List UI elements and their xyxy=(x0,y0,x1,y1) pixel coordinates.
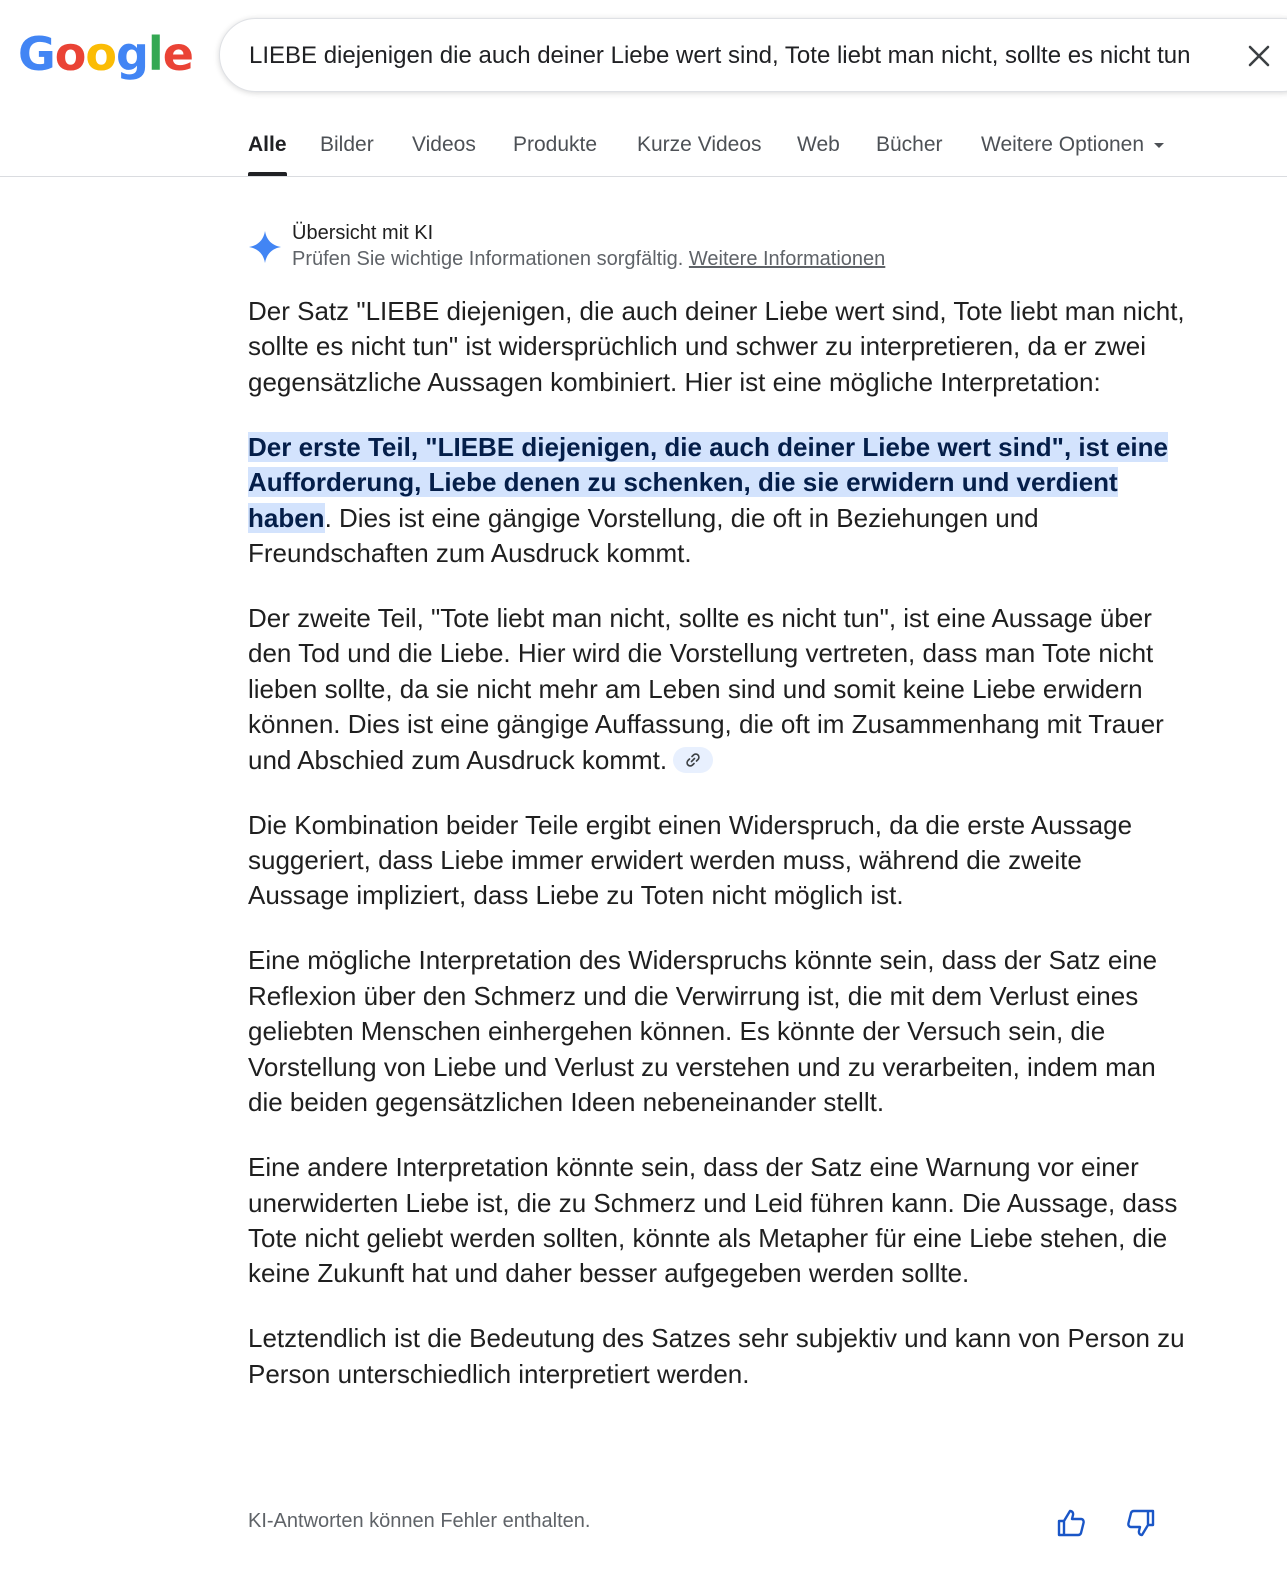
ai-overview-content xyxy=(248,294,1188,1422)
logo-letter: G xyxy=(18,27,55,81)
paragraph-highlighted xyxy=(248,430,1188,572)
paragraph: Eine andere Interpretation könnte sein, dass der Satz eine Warnung vor einer unerwiderten Liebe ist, die zu Schmerz und Leid führen kann. Die Aussage, dass Tote nicht geliebt werden sollten, könnte als Metapher für eine Liebe stehen, die keine Zukunft hat und daher besser aufgegeben werden sollte. xyxy=(248,1152,1178,1289)
ai-overview-title: Übersicht mit KI xyxy=(292,222,434,244)
logo-letter: o xyxy=(54,27,86,81)
logo-letter: o xyxy=(85,27,116,81)
logo-letter: e xyxy=(162,27,193,81)
source-link-chip[interactable] xyxy=(673,747,713,773)
logo-letter: g xyxy=(115,27,148,81)
header-divider xyxy=(0,176,1287,177)
tab-label: Videos xyxy=(412,133,476,156)
paragraph: Eine mögliche Interpretation des Widerspruchs könnte sein, dass der Satz eine Reflexion über den Schmerz und die Verwirrung ist, die mit dem Verlust eines geliebten Menschen einhergehen können. Es könnte der Versuch sein, die Vorstellung von Liebe und Verlust zu verstehen und zu verarbeiten, indem man die beiden gegensätzlichen Ideen nebeneinander stellt. xyxy=(248,945,1158,1118)
tab-label: Kurze Videos xyxy=(637,133,762,156)
ai-overview-disclaimer: Prüfen Sie wichtige Informationen sorgfältig. xyxy=(292,248,684,270)
paragraph-rest: . Dies ist eine gängige Vorstellung, die oft in Beziehungen und Freundschaften zum Ausdruck kommt. xyxy=(248,502,1039,569)
logo-letter: l xyxy=(147,27,163,81)
more-info-link[interactable]: Weitere Informationen xyxy=(688,248,886,270)
tab-videos[interactable] xyxy=(412,130,476,176)
search-input[interactable] xyxy=(249,41,1229,71)
tab-produkte[interactable] xyxy=(513,130,597,176)
tab-label: Weitere Optionen xyxy=(981,133,1145,156)
paragraph: Die Kombination beider Teile ergibt einen Widerspruch, da die erste Aussage suggeriert, dass Liebe immer erwidert werden muss, während die zweite Aussage impliziert, dass Liebe zu Toten nicht möglich ist. xyxy=(248,809,1133,911)
thumbs-down-icon[interactable] xyxy=(1124,1506,1158,1540)
tab-kurze-videos[interactable] xyxy=(637,130,762,176)
tab-buecher[interactable] xyxy=(876,130,943,176)
tab-weitere-optionen[interactable] xyxy=(981,130,1164,176)
thumbs-up-icon[interactable] xyxy=(1054,1506,1088,1540)
sparkle-icon xyxy=(248,230,282,264)
search-box[interactable] xyxy=(219,18,1287,92)
tab-label: Bücher xyxy=(876,133,943,156)
tab-label: Bilder xyxy=(320,133,374,156)
caret-down-icon xyxy=(1154,143,1164,148)
tab-label: Web xyxy=(797,133,840,156)
google-logo[interactable] xyxy=(18,26,193,82)
link-icon xyxy=(685,752,701,768)
tab-label: Produkte xyxy=(513,133,598,156)
highlighted-text[interactable]: Der erste Teil, "LIEBE diejenigen, die auch deiner Liebe wert sind", ist eine Aufforderung, Liebe denen zu schenken, die sie erwidern und verdient haben xyxy=(248,431,1168,533)
ai-overview-subtitle xyxy=(292,248,885,271)
paragraph: Der Satz "LIEBE diejenigen, die auch deiner Liebe wert sind, Tote liebt man nicht, sollte es nicht tun" ist widersprüchlich und schwer zu interpretieren, da er zwei gegensätzliche Aussagen kombiniert. Hier ist eine mögliche Interpretation: xyxy=(248,296,1185,397)
tab-alle[interactable] xyxy=(248,130,287,176)
paragraph: Letztendlich ist die Bedeutung des Satzes sehr subjektiv und kann von Person zu Person unterschiedlich interpretiert werden. xyxy=(248,1323,1185,1389)
tab-label: Alle xyxy=(248,133,287,156)
ai-disclaimer-note: KI-Antworten können Fehler enthalten. xyxy=(248,1510,591,1532)
paragraph-text: Der zweite Teil, "Tote liebt man nicht, sollte es nicht tun", ist eine Aussage über den Tod und die Liebe. Hier wird die Vorstellung vertreten, dass man Tote nicht lieben sollte, da sie nicht mehr am Leben sind und somit keine Liebe erwidern können. Dies ist eine gängige Auffassung, die oft im Zusammenhang mit Trauer und Abschied zum Ausdruck kommt. xyxy=(248,603,1164,775)
paragraph xyxy=(248,601,1188,778)
tab-web[interactable] xyxy=(797,130,840,176)
close-icon[interactable] xyxy=(1244,41,1274,71)
tab-bilder[interactable] xyxy=(320,130,374,176)
